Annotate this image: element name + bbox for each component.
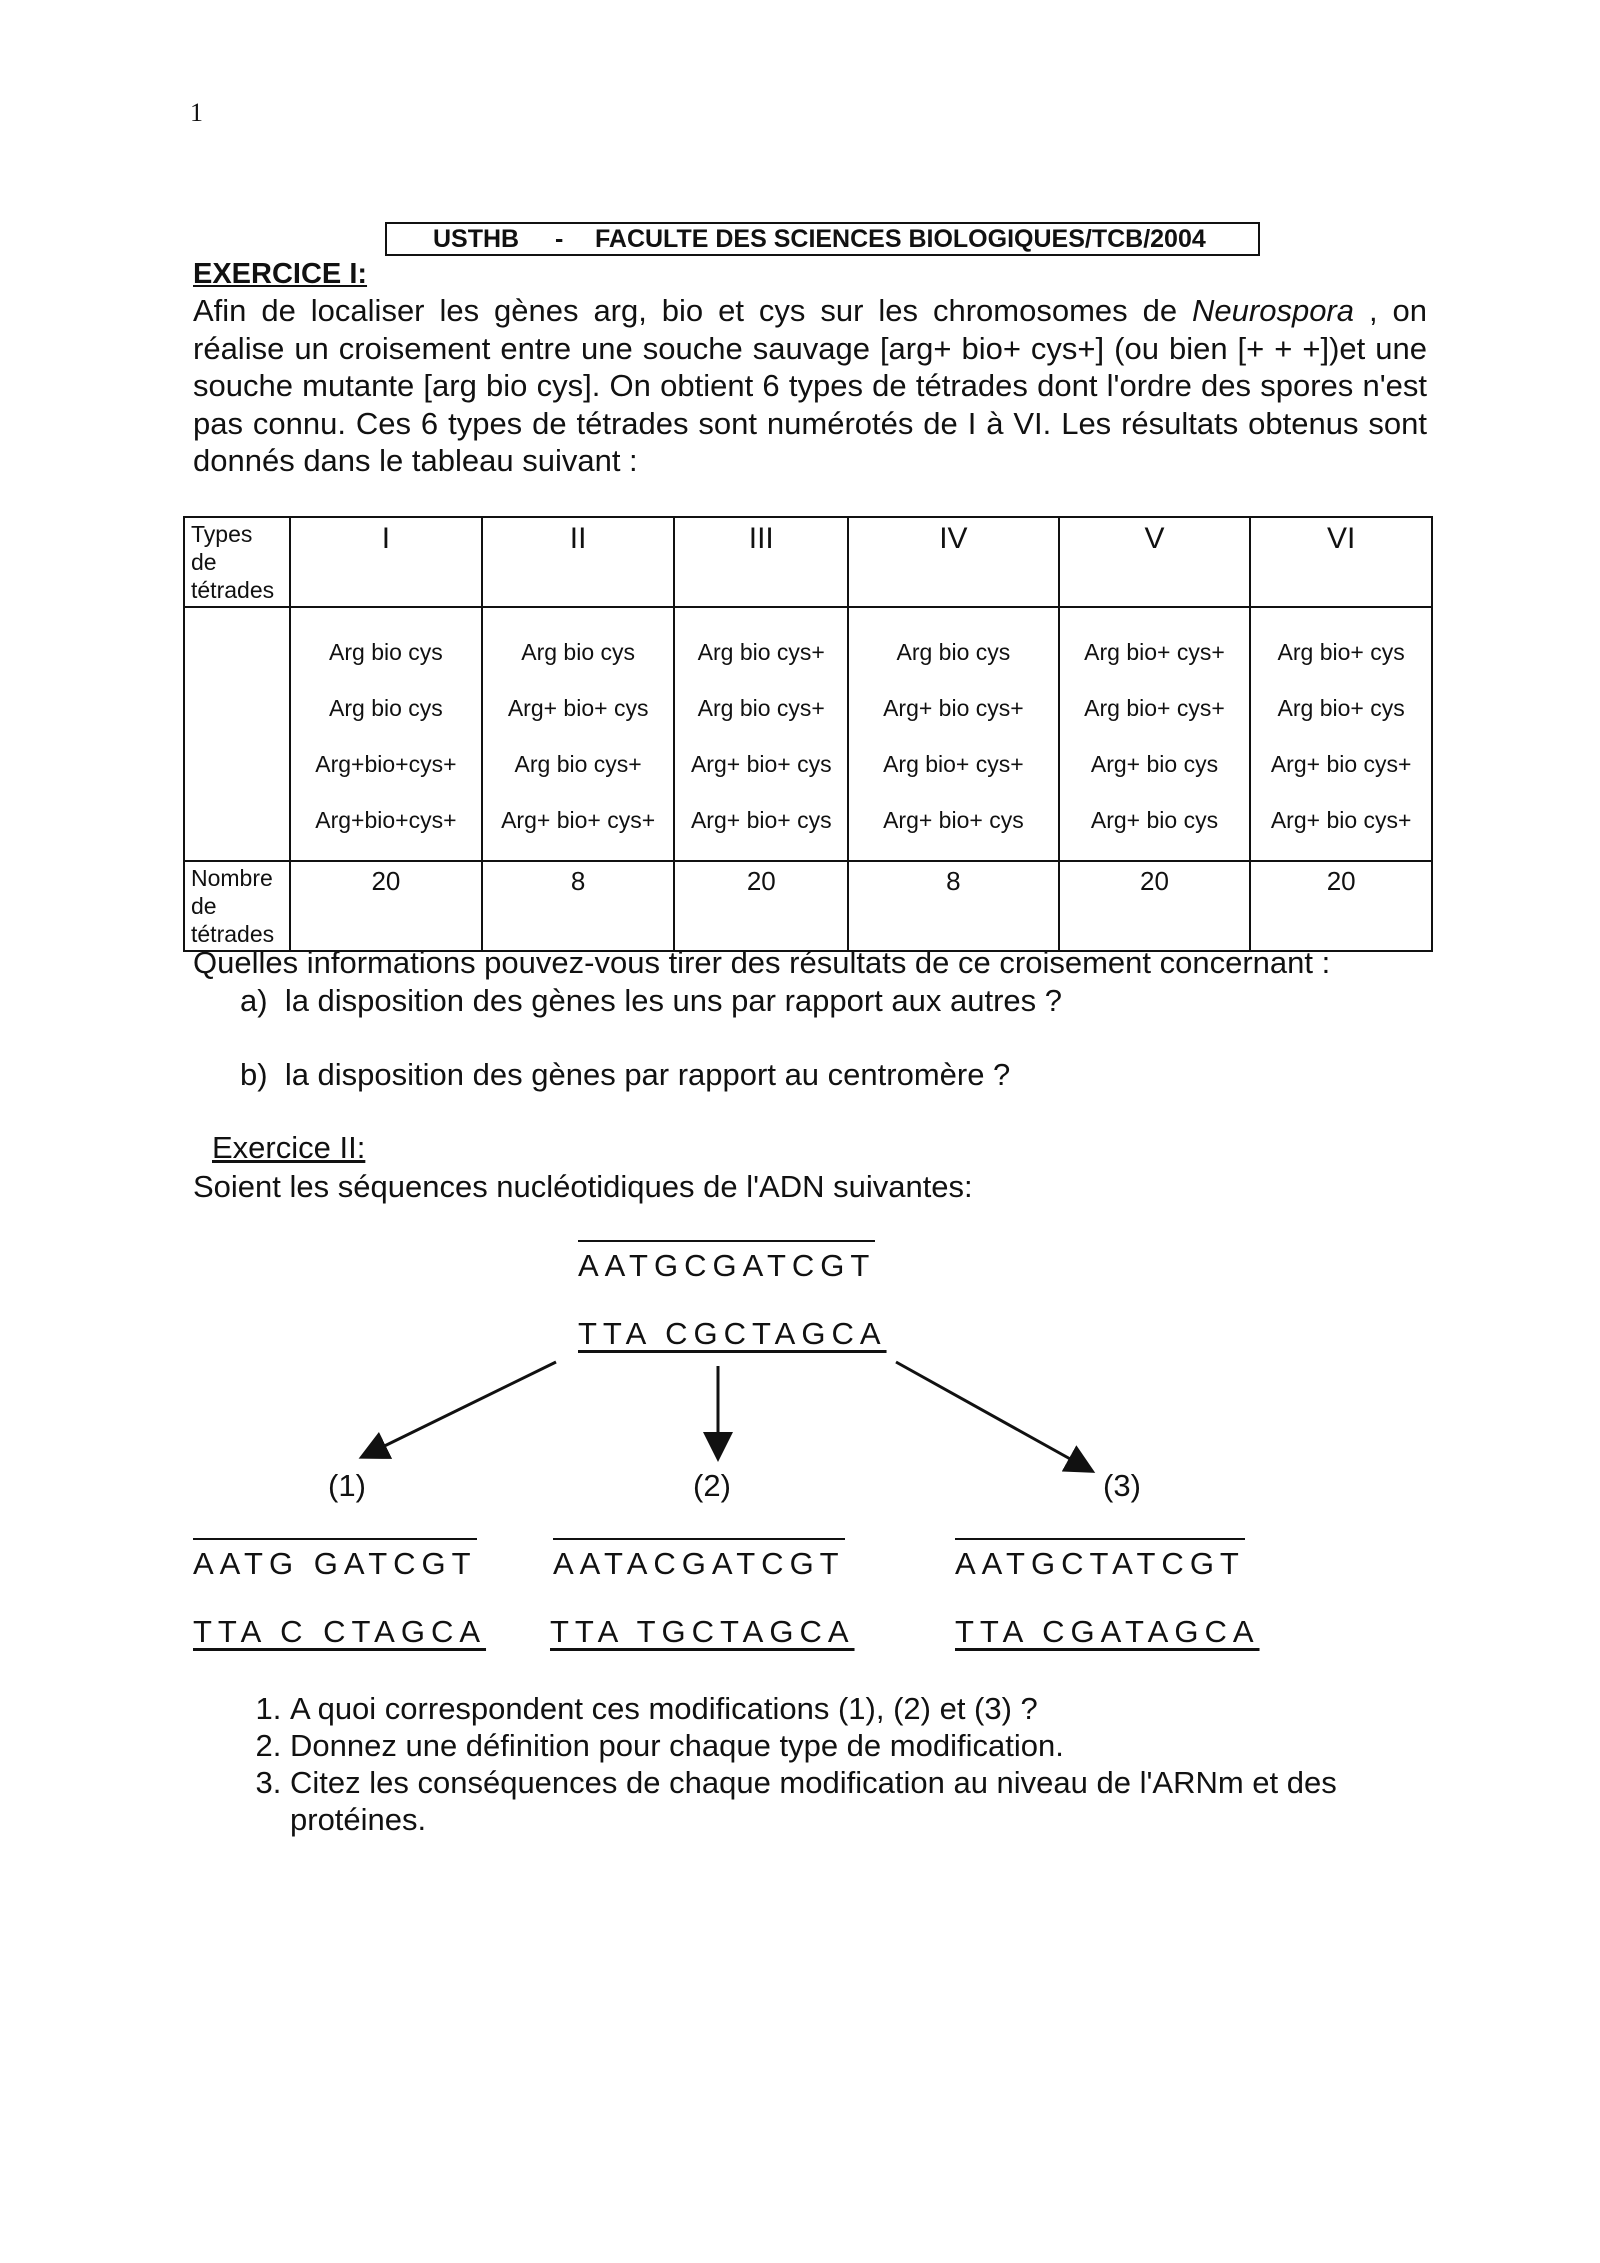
spore: Arg bio cys: [521, 639, 636, 665]
spore: Arg bio cys+: [514, 751, 642, 777]
exercise2-tasks: [240, 1690, 1470, 1838]
mutation-1-bottom-strand: TTA C CTAGCA: [193, 1614, 487, 1649]
exercise1-question: Quelles informations pouvez-vous tirer des résultats de ce croisement concernant :: [193, 945, 1331, 980]
mutation-3-bottom-strand: TTA CGATAGCA: [955, 1614, 1260, 1649]
exercise2-title: Exercice II:: [212, 1130, 366, 1165]
type-header: I: [290, 517, 482, 607]
mutation-2-bottom-strand: TTA TGCTAGCA: [550, 1614, 855, 1649]
exercise2-intro: Soient les séquences nucléotidiques de l'ADN suivantes:: [193, 1169, 973, 1204]
mutation-1-top-strand: AATG GATCGT: [193, 1538, 477, 1582]
sub-question-text: la disposition des gènes les uns par rapport aux autres ?: [284, 983, 1063, 1018]
task-item: 2. Donnez une définition pour chaque type de modification.: [290, 1727, 1470, 1764]
spore: Arg+ bio+ cys: [690, 807, 832, 833]
original-bottom-strand: TTA CGCTAGCA: [578, 1316, 887, 1351]
sub-question-text: la disposition des gènes par rapport au centromère ?: [284, 1057, 1011, 1092]
mutation-label-2: (2): [693, 1468, 731, 1503]
spore: Arg+ bio+ cys+: [501, 807, 656, 833]
header-separator: -: [555, 225, 564, 253]
spore: Arg+ bio+ cys: [690, 751, 832, 777]
header-faculty: FACULTE DES SCIENCES BIOLOGIQUES/TCB/2004: [595, 225, 1206, 253]
spore: Arg bio+ cys+: [1084, 639, 1225, 665]
type-header: VI: [1250, 517, 1432, 607]
type-header: IV: [848, 517, 1059, 607]
spore: Arg bio cys: [329, 695, 443, 721]
spore: Arg bio cys+: [697, 639, 825, 665]
exercise1-title: EXERCICE I:: [193, 258, 368, 290]
spore: Arg+ bio cys: [1090, 751, 1219, 777]
sub-question-marker: b): [240, 1057, 268, 1092]
count-cell: 20: [1250, 861, 1432, 951]
spore: Arg+bio+cys+: [315, 751, 457, 777]
spore: Arg+ bio cys+: [883, 695, 1024, 721]
count-cell: 8: [482, 861, 675, 951]
mutation-2-top-strand: AATACGATCGT: [553, 1538, 845, 1582]
count-cell: 20: [290, 861, 482, 951]
spore: Arg+ bio+ cys: [883, 807, 1024, 833]
page-number: 1: [190, 98, 203, 127]
spore: Arg bio cys: [896, 639, 1011, 665]
spore: Arg bio+ cys: [1277, 695, 1405, 721]
spore: Arg+ bio+ cys: [507, 695, 649, 721]
count-cell: 20: [1059, 861, 1251, 951]
type-header: II: [482, 517, 675, 607]
count-label: Nombre de tétrades: [184, 861, 290, 951]
spore: Arg bio+ cys+: [1084, 695, 1225, 721]
count-cell: 20: [674, 861, 848, 951]
arrow-to-mutation-3: [896, 1362, 1090, 1470]
type-header: V: [1059, 517, 1251, 607]
spore: Arg bio+ cys+: [883, 751, 1024, 777]
original-top-strand: AATGCGATCGT: [578, 1240, 875, 1284]
task-item: 1. A quoi correspondent ces modifications (1), (2) et (3) ?: [290, 1690, 1470, 1727]
types-label: Types de tétrades: [184, 517, 290, 607]
mutation-3-top-strand: AATGCTATCGT: [955, 1538, 1245, 1582]
count-cell: 8: [848, 861, 1059, 951]
spore: Arg+ bio cys: [1090, 807, 1219, 833]
mutation-label-3: (3): [1103, 1468, 1141, 1503]
spore: Arg bio+ cys: [1277, 639, 1405, 665]
intro-organism: Neurospora: [1192, 293, 1354, 328]
task-item: 3. Citez les conséquences de chaque modification au niveau de l'ARNm et des protéines.: [290, 1764, 1470, 1838]
type-header: III: [674, 517, 848, 607]
spore: Arg bio cys+: [697, 695, 825, 721]
intro-text-2: , on réalise un croisement entre une souche sauvage [arg+ bio+ cys+] (ou bien [+ + +])et une souche mutante [arg bio cys]. On obtient 6 types de tétrades dont l'ordre des spores n'est pas connu. Ces 6 types de tétrades sont numérotés de I à VI. Les résultats obtenus sont donnés dans le tableau suivant :: [193, 293, 1427, 478]
spore: Arg+bio+cys+: [315, 807, 457, 833]
spore: Arg+ bio cys+: [1270, 807, 1412, 833]
header-institution: USTHB: [433, 225, 520, 253]
mutation-label-1: (1): [328, 1468, 366, 1503]
sub-question-marker: a): [240, 983, 268, 1018]
arrow-to-mutation-1: [364, 1362, 556, 1456]
spore: Arg bio cys: [329, 639, 443, 665]
intro-text-1: Afin de localiser les gènes arg, bio et cys sur les chromosomes de: [193, 293, 1193, 328]
spore: Arg+ bio cys+: [1270, 751, 1412, 777]
